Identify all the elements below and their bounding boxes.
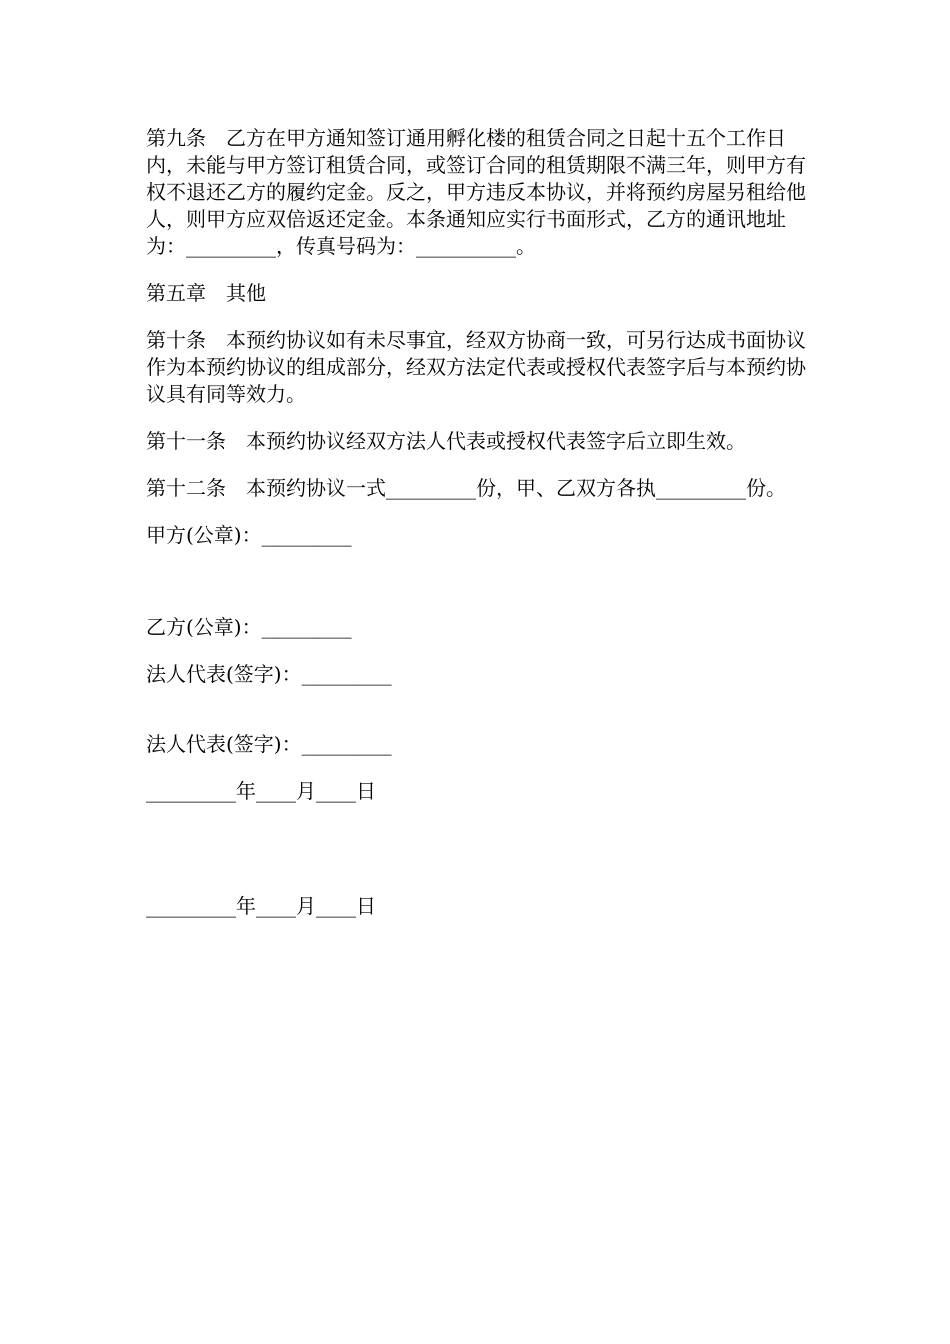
article-12: 第十二条 本预约协议一式_________份，甲、乙双方各执_________份。: [146, 476, 786, 500]
legal-rep-signature-line: 法人代表(签字)：_________: [146, 662, 392, 686]
article-11: 第十一条 本预约协议经双方法人代表或授权代表签字后立即生效。: [146, 429, 746, 453]
party-a-seal-line: 甲方(公章)：_________: [146, 523, 352, 547]
article-9: 第九条 乙方在甲方通知签订通用孵化楼的租赁合同之日起十五个工作日内，未能与甲方签订租赁合同，或签订合同的租赁期限不满三年，则甲方有权不退还乙方的履约定金。反之，甲方违反本协议，并将预约房屋另租给他人，则甲方应双倍返还定金。本条通知应实行书面形式，乙方的通讯地址为：_________，传真号码为：__________。: [146, 126, 806, 258]
document-body: [146, 125, 808, 920]
date-line: _________年____月____日: [146, 779, 376, 803]
article-10: 第十条 本预约协议如有未尽事宜，经双方协商一致，可另行达成书面协议作为本预约协议的组成部分，经双方法定代表或授权代表签字后与本预约协议具有同等效力。: [146, 328, 806, 406]
legal-rep-signature-line: 法人代表(签字)：_________: [146, 732, 392, 756]
date-line: _________年____月____日: [146, 894, 376, 918]
party-b-seal-line: 乙方(公章)：_________: [146, 615, 352, 639]
chapter-5-heading: 第五章 其他: [146, 281, 266, 305]
